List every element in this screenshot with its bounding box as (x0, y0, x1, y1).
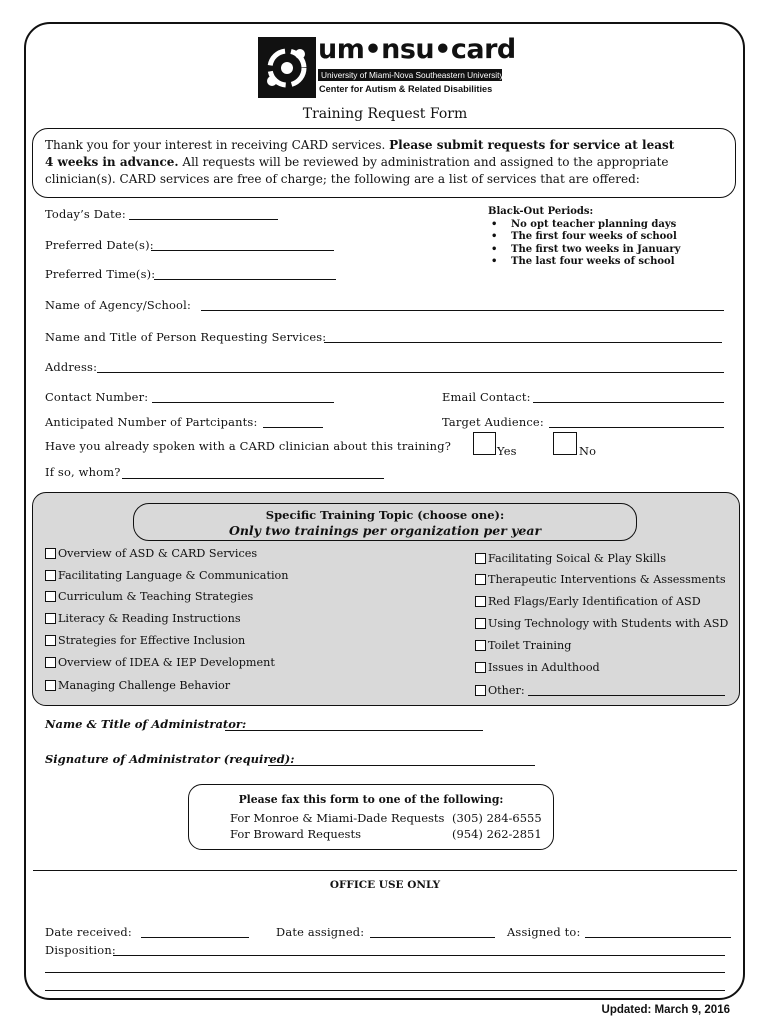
topic-option[interactable] (475, 552, 666, 565)
assigned-to-label: Assigned to: (507, 925, 581, 939)
blackout-item: • The first two weeks in January (488, 244, 680, 257)
date-assigned-label: Date assigned: (276, 925, 365, 939)
if-so-label: If so, whom? (45, 465, 121, 479)
admin-signature-label: Signature of Administrator (required): (45, 752, 295, 766)
spoken-question: Have you already spoken with a CARD clinician about this training? (45, 439, 452, 453)
date-received-label: Date received: (45, 925, 132, 939)
topic-label: Toilet Training (488, 639, 572, 652)
topic-option[interactable] (45, 679, 230, 692)
topic-heading: Specific Training Topic (choose one): (265, 508, 505, 522)
intro-text-3: clinician(s). CARD services are free of charge; the following are a list of services that are offered: (45, 172, 640, 186)
if-so-field[interactable] (122, 478, 384, 479)
topic-label: Facilitating Soical & Play Skills (488, 552, 666, 565)
fax-box (188, 784, 554, 850)
no-checkbox[interactable] (553, 432, 577, 455)
disposition-label: Disposition: (45, 943, 116, 957)
topic-option[interactable] (475, 595, 701, 608)
email-label: Email Contact: (442, 390, 531, 404)
updated-date: Updated: March 9, 2016 (601, 1004, 730, 1016)
participants-label: Anticipated Number of Partcipants: (45, 415, 258, 429)
agency-field[interactable] (201, 310, 724, 311)
topic-option[interactable] (45, 590, 253, 603)
todays-date-label: Today’s Date: (45, 207, 126, 221)
agency-label: Name of Agency/School: (45, 298, 191, 312)
audience-field[interactable] (549, 427, 724, 428)
checkbox-icon[interactable] (475, 553, 486, 564)
blackout-periods (488, 206, 680, 269)
topic-option[interactable] (45, 634, 245, 647)
intro-bold-2: 4 weeks in advance. (45, 155, 179, 169)
checkbox-icon[interactable] (45, 657, 56, 668)
preferred-dates-label: Preferred Date(s): (45, 238, 154, 252)
intro-text-1: Thank you for your interest in receiving CARD services. (45, 138, 390, 152)
topic-label: Strategies for Effective Inclusion (58, 634, 246, 647)
card-logo-icon (258, 37, 316, 98)
email-field[interactable] (533, 402, 724, 403)
checkbox-icon[interactable] (475, 662, 486, 673)
checkbox-icon[interactable] (475, 574, 486, 585)
checkbox-icon[interactable] (475, 685, 486, 696)
requester-label: Name and Title of Person Requesting Services: (45, 330, 327, 344)
topic-option[interactable] (475, 617, 728, 630)
fax-heading: Please fax this form to one of the following: (238, 793, 504, 806)
participants-field[interactable] (263, 427, 323, 428)
disposition-line[interactable] (45, 972, 725, 973)
checkbox-icon[interactable] (475, 618, 486, 629)
topic-option[interactable] (475, 573, 726, 586)
fax-number: (954) 262-2851 (452, 827, 542, 841)
checkbox-icon[interactable] (45, 613, 56, 624)
intro-box (32, 128, 736, 198)
other-topic-field[interactable] (528, 695, 725, 696)
blackout-item: • The last four weeks of school (488, 256, 680, 269)
date-assigned-field[interactable] (370, 937, 495, 938)
logo-university: University of Miami-Nova Southeastern University (318, 69, 502, 81)
fax-label: For Monroe & Miami-Dade Requests (230, 811, 445, 825)
preferred-times-label: Preferred Time(s): (45, 267, 156, 281)
logo-wordmark: um•nsu•card (318, 34, 516, 65)
topic-label: Curriculum & Teaching Strategies (58, 590, 254, 603)
address-label: Address: (45, 360, 98, 374)
no-label: No (579, 444, 597, 458)
yes-checkbox[interactable] (473, 432, 496, 455)
address-field[interactable] (97, 372, 724, 373)
topic-label: Facilitating Language & Communication (58, 569, 289, 582)
topic-label: Managing Challenge Behavior (58, 679, 231, 692)
preferred-times-field[interactable] (154, 279, 336, 280)
topic-option[interactable] (475, 639, 571, 652)
checkbox-icon[interactable] (45, 548, 56, 559)
logo-center-name: Center for Autism & Related Disabilities (319, 84, 493, 94)
disposition-field[interactable] (113, 955, 725, 956)
preferred-dates-field[interactable] (151, 250, 334, 251)
office-title: OFFICE USE ONLY (329, 879, 441, 891)
admin-name-field[interactable] (225, 730, 483, 731)
topic-subheading: Only two trainings per organization per year (228, 523, 542, 538)
form-title: Training Request Form (302, 106, 468, 122)
topic-label: Using Technology with Students with ASD (488, 617, 729, 630)
blackout-item: • No opt teacher planning days (488, 219, 680, 232)
topic-option[interactable] (45, 612, 241, 625)
checkbox-icon[interactable] (475, 640, 486, 651)
admin-signature-field[interactable] (268, 765, 535, 766)
topic-option[interactable] (45, 569, 288, 582)
topic-option[interactable] (475, 684, 525, 697)
checkbox-icon[interactable] (45, 591, 56, 602)
topic-label: Overview of ASD & CARD Services (58, 547, 258, 560)
training-topic-header (133, 503, 637, 541)
fax-label: For Broward Requests (230, 827, 361, 841)
intro-text-2: All requests will be reviewed by administration and assigned to the appropriate (178, 155, 669, 169)
date-received-field[interactable] (141, 937, 249, 938)
checkbox-icon[interactable] (45, 635, 56, 646)
requester-field[interactable] (324, 342, 722, 343)
audience-label: Target Audience: (442, 415, 544, 429)
card-logo (258, 37, 316, 98)
topic-option[interactable] (45, 656, 275, 669)
topic-option[interactable] (475, 661, 600, 674)
topic-label: Issues in Adulthood (488, 661, 600, 674)
office-divider (33, 870, 737, 871)
topic-label: Literacy & Reading Instructions (58, 612, 241, 625)
topic-label: Therapeutic Interventions & Assessments (488, 573, 726, 586)
checkbox-icon[interactable] (45, 680, 56, 691)
intro-bold-1: Please submit requests for service at least (389, 138, 675, 152)
checkbox-icon[interactable] (45, 570, 56, 581)
assigned-to-field[interactable] (585, 937, 731, 938)
contact-number-label: Contact Number: (45, 390, 149, 404)
fax-number: (305) 284-6555 (452, 811, 542, 825)
blackout-item: • The first four weeks of school (488, 231, 680, 244)
contact-number-field[interactable] (152, 402, 334, 403)
topic-label: Other: (488, 684, 525, 697)
disposition-line[interactable] (45, 990, 725, 991)
topic-label: Red Flags/Early Identification of ASD (488, 595, 701, 608)
todays-date-field[interactable] (129, 219, 278, 220)
yes-label: Yes (497, 444, 517, 458)
admin-name-label: Name & Title of Administrator: (45, 717, 247, 731)
blackout-title: Black-Out Periods: (488, 206, 594, 217)
checkbox-icon[interactable] (475, 596, 486, 607)
topic-option[interactable] (45, 547, 257, 560)
topic-label: Overview of IDEA & IEP Development (58, 656, 275, 669)
